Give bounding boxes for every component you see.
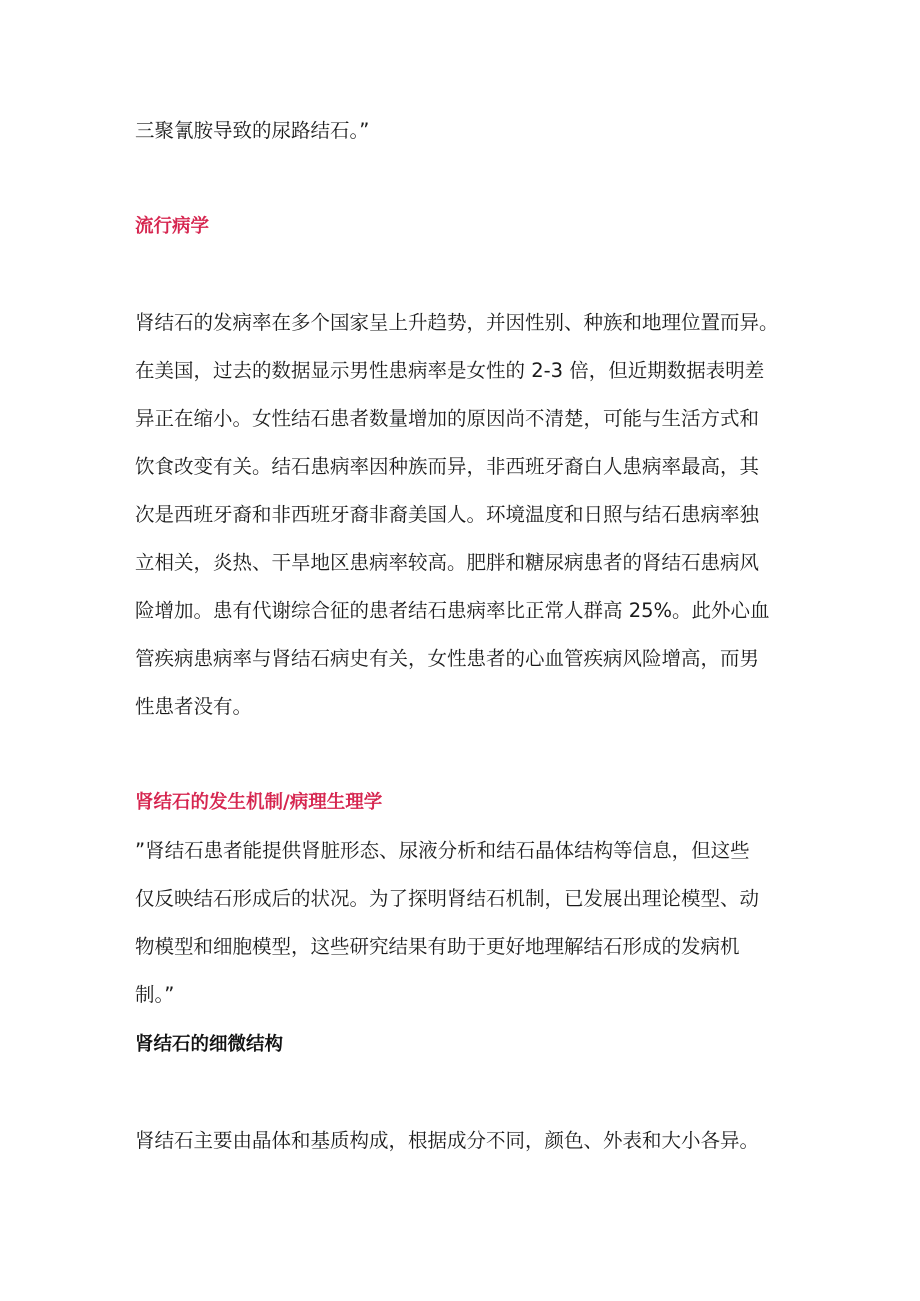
mechanism-heading: 肾结石的发生机制/病理生理学 (135, 792, 383, 813)
intro-tail-text: 三聚氰胺导致的尿路结石。” (135, 119, 370, 142)
mechanism-line: 仅反映结石形成后的状况。为了探明肾结石机制，已发展出理论模型、动 (135, 887, 760, 910)
epidemiology-heading: 流行病学 (135, 216, 210, 237)
mechanism-line: ”肾结石患者能提供肾脏形态、尿液分析和结石晶体结构等信息，但这些 (135, 839, 750, 862)
epidemiology-line: 异正在缩小。女性结石患者数量增加的原因尚不清楚，可能与生活方式和 (135, 407, 760, 430)
epidemiology-line: 饮食改变有关。结石患病率因种族而异，非西班牙裔白人患病率最高，其 (135, 455, 760, 478)
microstructure-line: 肾结石主要由晶体和基质构成，根据成分不同，颜色、外表和大小各异。 (135, 1129, 760, 1152)
epidemiology-line: 管疾病患病率与肾结石病史有关，女性患者的心血管疾病风险增高，而男 (135, 647, 760, 670)
mechanism-line: 物模型和细胞模型，这些研究结果有助于更好地理解结石形成的发病机 (135, 935, 740, 958)
epidemiology-line: 性患者没有。 (135, 695, 253, 718)
mechanism-line: 制。” (135, 983, 175, 1006)
epidemiology-line: 肾结石的发病率在多个国家呈上升趋势，并因性别、种族和地理位置而异。 (135, 311, 779, 334)
epidemiology-line: 次是西班牙裔和非西班牙裔非裔美国人。环境温度和日照与结石患病率独 (135, 503, 760, 526)
epidemiology-line: 险增加。患有代谢综合征的患者结石患病率比正常人群高 25%。此外心血 (135, 599, 770, 622)
epidemiology-line: 在美国，过去的数据显示男性患病率是女性的 2-3 倍，但近期数据表明差 (135, 359, 765, 382)
epidemiology-line: 立相关，炎热、干旱地区患病率较高。肥胖和糖尿病患者的肾结石患病风 (135, 551, 760, 574)
microstructure-heading: 肾结石的细微结构 (135, 1034, 284, 1055)
